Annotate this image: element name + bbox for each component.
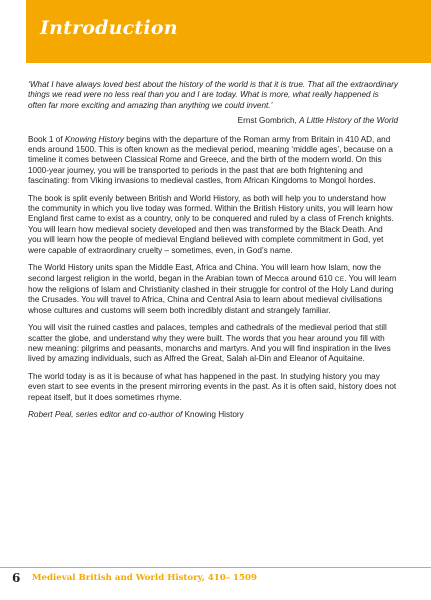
paragraph-world-history-body: . You will learn how the religions of Islam and Christianity clashed in their struggle for control of the Holy Land during the Crusades. You will travel to Africa, China and Central Asia to learn about medieval civilisations whose cultures and customs will seem both incredibly distant and strangely familiar. [28, 273, 397, 315]
editor-signature [28, 410, 398, 420]
editor-signature-text: Robert Peal, series editor and co-author of [28, 409, 185, 419]
page-title: Introduction [40, 17, 178, 39]
paragraph-world-history-lead: The World History units span the Middle East, Africa and China. You will learn how Islam, now the second largest religion in the world, began in the Arabian town of Mecca around 610 [28, 263, 381, 283]
era-abbreviation: CE [334, 275, 345, 283]
paragraph-overview-lead: Book 1 of [28, 134, 65, 144]
quote-work-title: A Little History of the World [299, 116, 398, 126]
paragraph-overview [28, 135, 398, 187]
main-content [28, 80, 398, 420]
paragraph-overview-body: begins with the departure of the Roman army from Britain in 410 AD, and ends around 1500. This is often known as the medieval period, meaning ‘middle ages’, because on a timeline it comes between Classical Rome and Greece, and the birth of the modern world. On this 1000-year journey, you will be transported to periods in the past that are both frightening and fascinating: from Viking invasions to medieval castles, from African Kingdoms to Mongol hordes. [28, 134, 393, 186]
opening-quote: ‘What I have always loved best about the history of the world is that it is true. That all the extraordinary things we read were no less real than you and I are today. What is more, what really happened is often far more exciting and amazing than anything we could invent.’ [28, 80, 398, 110]
page-number: 6 [12, 571, 21, 585]
running-footer-title: Medieval British and World History, 410– 1509 [32, 573, 257, 583]
quote-attribution [28, 116, 398, 126]
header-band [26, 0, 431, 63]
signature-work-title: Knowing History [184, 409, 244, 419]
quote-author: Ernst Gombrich, [237, 116, 300, 126]
paragraph-medieval-sites: You will visit the ruined castles and palaces, temples and cathedrals of the medieval period that still scatter the globe, and understand why they were built. The words that you hear around you fill with new meaning: pilgrims and peasants, monarchs and martyrs. And you will find inspiration in the lives lived by amazing individuals, such as Alfred the Great, Salah al-Din and Eleanor of Aquitaine. [28, 323, 391, 364]
paragraph-british-history: The book is split evenly between British and World History, as both will help you to understand how the community in which you live today was formed. Within the British History units, you will learn how England first came to exist as a country, only to be conquered and ruled by a class of French knights. You will learn how medieval society developed and then was transformed by the Black Death. And you will learn how the people of medieval England believed with complete commitment in God, yet were capable of extraordinary cruelty – sometimes, even, in God’s name. [28, 193, 394, 255]
paragraph-history-today: The world today is as it is because of what has happened in the past. In studying history you may even start to see events in the present mirroring events in the past. As it is often said, history does not repeat itself, but it does sometimes rhyme. [28, 371, 397, 402]
paragraph-world-history [28, 263, 398, 316]
book-title: Knowing History [64, 134, 125, 144]
footer-rule [0, 567, 431, 568]
